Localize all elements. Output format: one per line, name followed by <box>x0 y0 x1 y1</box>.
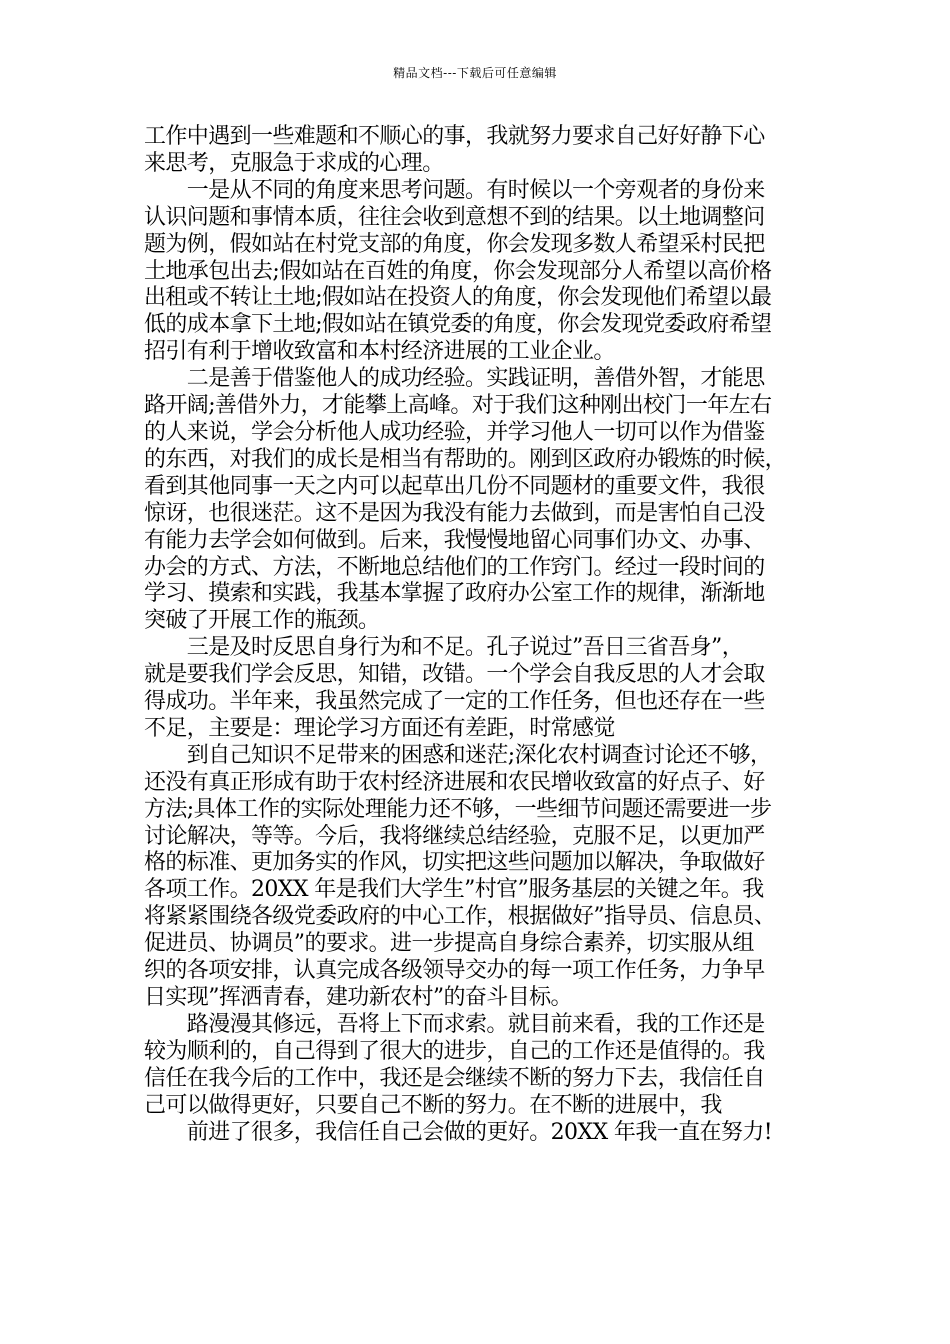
text-line: 路开阔;善借外力，才能攀上高峰。对于我们这种刚出校门一年左右 <box>144 393 772 419</box>
body-text <box>144 124 824 1146</box>
text-line: 较为顺利的，自己得到了很大的进步，自己的工作还是值得的。我 <box>144 1038 765 1064</box>
text-line: 的东西，对我们的成长是相当有帮助的。刚到区政府办锻炼的时候， <box>144 446 787 472</box>
text-line: 低的成本拿下土地;假如站在镇党委的角度，你会发现党委政府希望 <box>144 312 772 338</box>
text-line: 来思考，克服急于求成的心理。 <box>144 150 444 176</box>
text-line: 前进了很多，我信任自己会做的更好。20XX 年我一直在努力! <box>144 1119 772 1145</box>
text-line: 出租或不转让土地;假如站在投资人的角度，你会发现他们希望以最 <box>144 285 772 311</box>
text-line: 讨论解决，等等。今后，我将继续总结经验，克服不足，以更加严 <box>144 823 765 849</box>
text-line: 的人来说，学会分析他人成功经验，并学习他人一切可以作为借鉴 <box>144 419 765 445</box>
text-line: 三是及时反思自身行为和不足。孔子说过”吾日三省吾身”， <box>144 635 744 661</box>
text-line: 格的标准、更加务实的作风，切实把这些问题加以解决，争取做好 <box>144 850 765 876</box>
text-line: 工作中遇到一些难题和不顺心的事，我就努力要求自己好好静下心 <box>144 124 765 149</box>
text-line: 就是要我们学会反思，知错，改错。一个学会自我反思的人才会取 <box>144 662 765 688</box>
text-line: 认识问题和事情本质，往往会收到意想不到的结果。以土地调整问 <box>144 204 765 230</box>
text-line: 己可以做得更好，只要自己不断的努力。在不断的进展中，我 <box>144 1092 722 1118</box>
text-line: 到自己知识不足带来的困惑和迷茫;深化农村调查讨论还不够， <box>144 742 772 768</box>
text-line: 将紧紧围绕各级党委政府的中心工作，根据做好”指导员、信息员、 <box>144 904 776 930</box>
text-line: 土地承包出去;假如站在百姓的角度，你会发现部分人希望以高价格 <box>144 258 772 284</box>
text-line: 促进员、协调员”的要求。进一步提高自身综合素养，切实服从组 <box>144 931 754 957</box>
text-line: 办会的方式、方法，不断地总结他们的工作窍门。经过一段时间的 <box>144 554 765 580</box>
text-line: 日实现”挥洒青春，建功新农村”的奋斗目标。 <box>144 985 572 1010</box>
text-line: 不足，主要是：理论学习方面还有差距，时常感觉 <box>144 715 615 741</box>
text-line: 信任在我今后的工作中，我还是会继续不断的努力下去，我信任自 <box>144 1065 765 1091</box>
text-line: 题为例，假如站在村党支部的角度，你会发现多数人希望采村民把 <box>144 231 765 257</box>
text-line: 突破了开展工作的瓶颈。 <box>144 608 380 634</box>
text-line: 方法;具体工作的实际处理能力还不够，一些细节问题还需要进一步 <box>144 796 772 822</box>
text-line: 学习、摸索和实践，我基本掌握了政府办公室工作的规律，渐渐地 <box>144 581 765 607</box>
text-line: 惊讶，也很迷茫。这不是因为我没有能力去做到，而是害怕自己没 <box>144 500 765 526</box>
text-line: 有能力去学会如何做到。后来，我慢慢地留心同事们办文、办事、 <box>144 527 765 553</box>
text-line: 织的各项安排，认真完成各级领导交办的每一项工作任务，力争早 <box>144 958 765 984</box>
text-line: 各项工作。20XX 年是我们大学生”村官”服务基层的关键之年。我 <box>144 877 764 903</box>
text-line: 一是从不同的角度来思考问题。有时候以一个旁观者的身份来 <box>144 177 765 203</box>
text-line: 路漫漫其修远，吾将上下而求索。就目前来看，我的工作还是 <box>144 1011 765 1037</box>
text-line: 招引有利于增收致富和本村经济进展的工业企业。 <box>144 339 615 365</box>
text-line: 二是善于借鉴他人的成功经验。实践证明，善借外智，才能思 <box>144 366 765 392</box>
text-line: 得成功。半年来，我虽然完成了一定的工作任务，但也还存在一些 <box>144 689 765 715</box>
page-header: 精品文档---下载后可任意编辑 <box>393 66 557 80</box>
text-line: 看到其他同事一天之内可以起草出几份不同题材的重要文件，我很 <box>144 473 765 499</box>
text-line: 还没有真正形成有助于农村经济进展和农民增收致富的好点子、好 <box>144 769 765 795</box>
